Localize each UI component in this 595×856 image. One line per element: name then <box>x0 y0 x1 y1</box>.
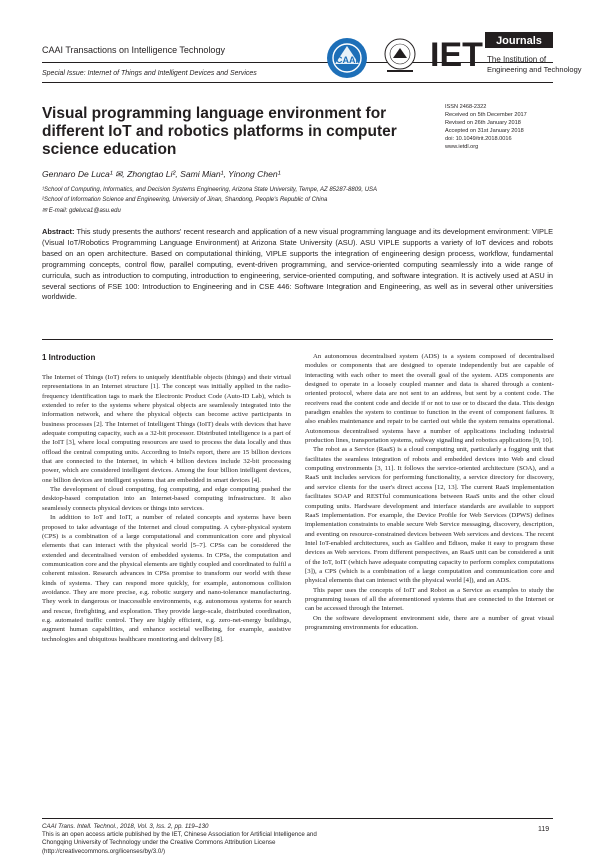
license-line-1: This is an open access article published by the IET, Chinese Association for Artificial Intelligence and <box>42 831 317 839</box>
ietdl-link[interactable]: www.ietdl.org <box>445 144 479 150</box>
caai-logo <box>327 38 367 78</box>
body-column-right <box>305 352 554 632</box>
body-paragraph: This paper uses the concepts of IoIT and Robot as a Service as examples to study the programming issues of all the aforementioned systems that are connected to the Internet or can be accessed through the Internet. <box>305 586 554 613</box>
license-line-2: Chongqing University of Technology under the Creative Commons Attribution License <box>42 839 276 847</box>
iet-line-2: Engineering and Technology <box>487 65 582 74</box>
iet-logo <box>430 32 582 74</box>
author-list: Gennaro De Luca¹ ✉, Zhongtao Li², Sami Mian¹, Yinong Chen¹ <box>42 169 281 179</box>
revised-date: Revised on 26th January 2018 <box>445 120 521 126</box>
accepted-date: Accepted on 31st January 2018 <box>445 128 524 134</box>
special-issue-label: Special Issue: Internet of Things and Intelligent Devices and Services <box>42 70 257 77</box>
abstract-rule <box>42 339 553 340</box>
license-link[interactable]: (http://creativecommons.org/licenses/by/3.0/) <box>42 847 166 855</box>
section-heading-introduction: 1 Introduction <box>42 353 96 362</box>
article-meta <box>445 103 557 151</box>
footer-citation-block <box>42 823 462 856</box>
abstract-text: This study presents the authors' recent research and application of a new visual programming language and its development environment: VIPLE (Visual IoT/Robotics Programming Language Environment) at Arizona State University (ASU). ASU VIPLE supports a variety of IoT devices and robots based on an open architecture. Based on computational thinking, VIPLE supports the integration of engineering design process, workflow, fundamental programming concepts, control flow, parallel computing, event-driven programming, and service-oriented computing seamlessly into a wide range of curricula, such as introduction to computing, introduction to engineering, service-oriented computing, and software integration. It is actively used at ASU in several sections of FSE 100: Introduction to Engineering and in CSE 446: Software Integration and Engineering, as well as in several other universities worldwide. <box>42 227 554 302</box>
page-number: 119 <box>538 826 550 833</box>
footer-citation: CAAI Trans. Intell. Technol., 2018, Vol. 3, Iss. 2, pp. 119–130 <box>42 823 209 830</box>
publisher-logos <box>325 28 582 84</box>
university-seal-logo <box>385 39 415 72</box>
abstract <box>42 227 553 303</box>
body-paragraph: In addition to IoT and IoIT, a number of related concepts and systems have been proposed to take advantage of the Internet and cloud computing. A cyber-physical system (CPS) is a combination of a large computational and communication core and physical elements that can interact with the physical world [5–7]. CPSs can be considered the extended and decentralised version of embedded systems. In CPSs, the computation and communication core and the physical elements are tightly coupled and coordinated to fulfil a coherent mission. Research advances in CPSs promise to transform our world with these kinds of systems. They can respond more quickly, for example, autonomous collision avoidance. They are more precise, e.g. robotic surgery and nano-tolerance manufacturing. They work in dangerous or inaccessible environments, e.g. autonomous systems for search and rescue, firefighting, and exploration. They provide large-scale, distributed coordination, e.g. automated traffic control. They are highly efficient, e.g. zero-net-energy buildings, augment human capabilities, and enhance societal wellbeing, for example, assistive technologies and ubiquitous healthcare monitoring and delivery [8]. <box>42 514 291 643</box>
doi[interactable]: doi: 10.1049/trit.2018.0016 <box>445 136 512 142</box>
journals-label: Journals <box>496 35 542 47</box>
body-paragraph: An autonomous decentralised system (ADS) is a system composed of decentralised modules or components that are designed to operate independently but are capable of interacting with each other to meet the overall goal of the system. ADS components are designed to operate in a loosely coupled manner and data is shared through a content-oriented protocol, where data are not sent to an address, but sent by a content code. The receivers read the content code and decide if or not to use or to discard the data. This design paradigm enables the system to continue to function in the event of component failures. It also enables maintenance and repair to be carried out while the system remains operational. Autonomous decentralised systems have a number of applications including industrial production lines, transportation systems, railway signalling and robotics applications [9, 10]. <box>305 353 554 445</box>
affiliation-2: ²School of Information Science and Engineering, University of Jinan, Shandong, People's Republic of China <box>42 197 328 203</box>
body-paragraph: The Internet of Things (IoT) refers to uniquely identifiable objects (things) and their virtual representations in an Internet structure [1]. The concept was initially applied in the radio-frequency identification tags to mark the Electronic Product Code (Auto-ID Lab), which is extended to refer to the systems where physical objects are seamlessly integrated into the information network, and where the physical objects can become active participants in business processes [2]. The Internet of Intelligent Things (IoIT) deals with devices that have adequate computing capacity, such as a 32-bit processor. Distributed intelligence is a part of the IoIT [3], where local computing resources are used to process the data locally and thus offload the central computing units. According to Intel's report, there are 15 billion devices that are connected to the Internet, in which 4 billion devices include 32-bit processing power, which are considered intelligent devices. Among the four billion intelligent devices, one billion devices are intelligent systems that are embedded in smart devices [4]. <box>42 374 291 484</box>
body-paragraph: The development of cloud computing, fog computing, and edge computing pushed the desktop-based computation into an Internet-based computing infrastructure. It also seamlessly connects physical devices or things into services. <box>42 486 291 512</box>
journal-name: CAAI Transactions on Intelligence Technology <box>42 45 225 55</box>
caai-logo-text: CAAI <box>336 55 358 65</box>
body-paragraph: On the software development environment side, there are a number of great visual programming environments for education. <box>305 614 554 631</box>
article-title: Visual programming language environment for different IoT and robotics platforms in computer science education <box>42 105 397 158</box>
footer-rule <box>42 818 553 819</box>
iet-line-1: The Institution of <box>487 55 547 64</box>
corresponding-email[interactable]: ✉ E-mail: gdeluca1@asu.edu <box>42 208 121 214</box>
issn: ISSN 2468-2322 <box>445 104 487 110</box>
iet-logo-text: IET <box>430 36 483 74</box>
received-date: Received on 5th December 2017 <box>445 112 527 118</box>
body-column-left <box>42 373 291 644</box>
affiliation-1: ¹School of Computing, Informatics, and Decision Systems Engineering, Arizona State University, Tempe, AZ 85287-8809, USA <box>42 187 378 193</box>
abstract-label: Abstract: <box>42 227 75 236</box>
body-paragraph: The robot as a Service (RaaS) is a cloud computing unit, particularly a fogging unit that facilitates the seamless integration of robots and embedded devices into Web and cloud computing environments [3, 11]. It follows the service-oriented architecture (SOA), and a RaaS unit includes services for performing functionality, a service directory for discovery, and service clients for the user's direct access [12, 13]. The current RaaS implementation facilitates SOAP and RESTful communications between RaaS units and the other cloud computing units. Hardware development and interface standards are available to support RaaS implementation. For example, the Device Profile for Web Services (DPWS) defines implementation constraints to enable secure Web Service messaging, discovery, description, and eventing on resource-constrained devices between Web services and devices. The recent Intel IoT-enabled architectures, such as Galileo and Edison, make it easy to program these devices as Web services. From different perspectives, an RaaS unit can be considered a unit of the IoT, IoIT (which have adequate computing capacity to perform complex computations [3]), a CPS (which is a combination of a large computation and communication core and physical elements that can interact with the physical world [4]), and an ADS. <box>305 446 554 585</box>
